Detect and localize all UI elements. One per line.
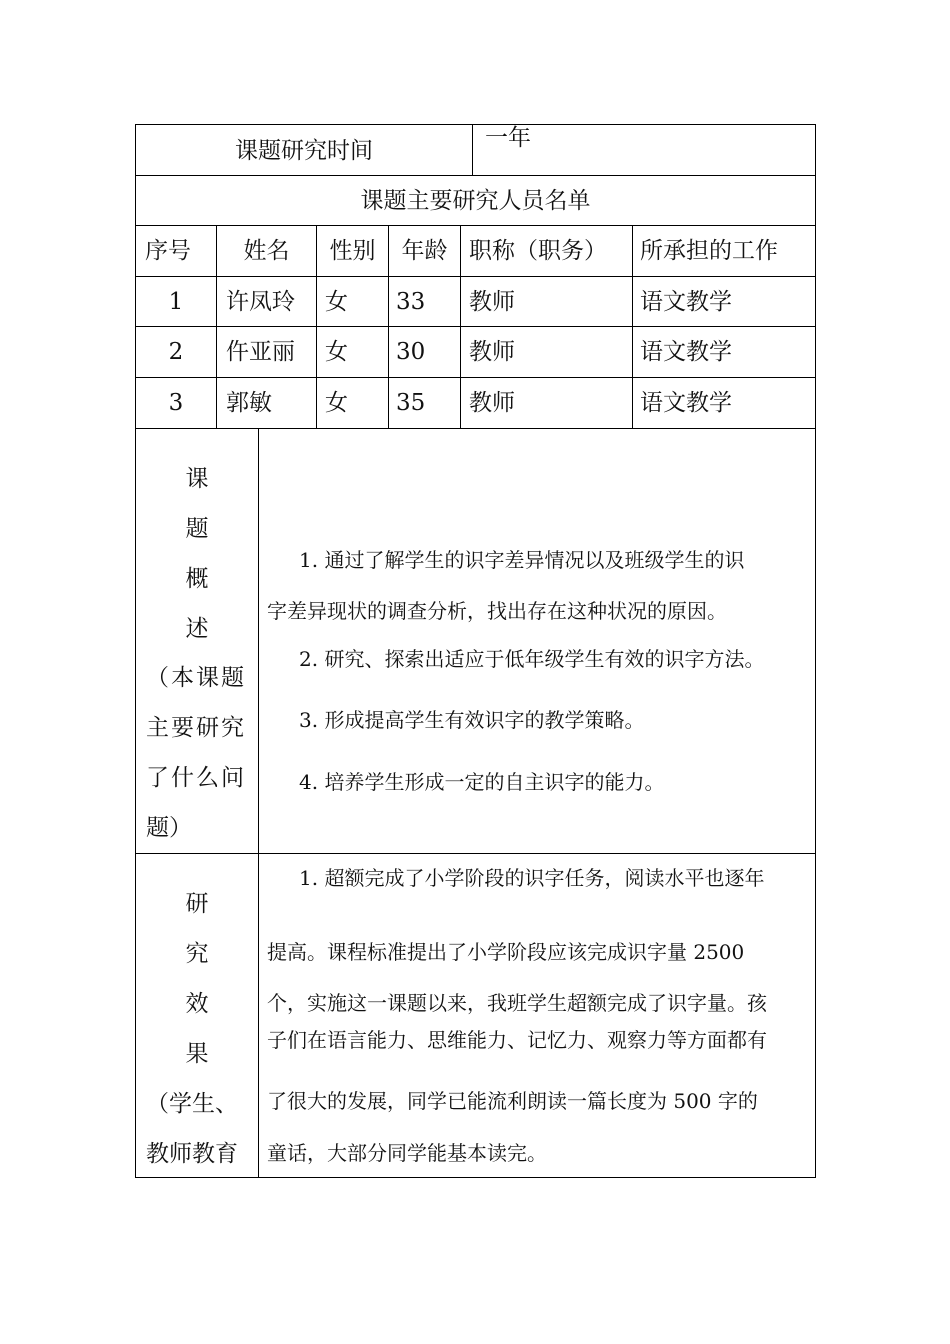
table-cell: 1 (168, 289, 184, 315)
table-rule (472, 124, 473, 175)
table-cell: 女 (325, 390, 348, 416)
table-rule (632, 225, 633, 428)
overview-label-line: 题） (146, 815, 192, 841)
effect-label-line: 研 (185, 891, 209, 917)
overview-item: 字差异现状的调查分析，找出存在这种状况的原因。 (267, 599, 727, 623)
overview-item: 1. 通过了解学生的识字差异情况以及班级学生的识 (299, 548, 745, 572)
effect-line: 子们在语言能力、思维能力、记忆力、观察力等方面都有 (267, 1028, 767, 1052)
table-rule (135, 276, 816, 277)
table-rule (460, 225, 461, 428)
effect-line: 个，实施这一课题以来，我班学生超额完成了识字量。孩 (267, 991, 767, 1015)
table-cell: 语文教学 (640, 390, 732, 416)
table-cell: 35 (396, 390, 426, 416)
effect-label-line: 效 (185, 991, 209, 1017)
overview-label-line: 题 (185, 516, 209, 542)
column-header-gender: 性别 (329, 238, 376, 264)
effect-line: 童话，大部分同学能基本读完。 (267, 1141, 547, 1165)
table-cell: 2 (168, 339, 184, 365)
table-cell: 教师 (469, 339, 515, 365)
table-cell: 33 (396, 289, 426, 315)
effect-line: 提高。课程标准提出了小学阶段应该完成识字量 2500 (267, 940, 745, 964)
table-cell: 女 (325, 289, 348, 315)
table-rule (135, 853, 816, 854)
table-cell: 3 (168, 390, 184, 416)
table-cell: 语文教学 (640, 339, 732, 365)
column-header-number: 序号 (145, 238, 191, 264)
table-cell: 30 (396, 339, 426, 365)
table-border-left (135, 124, 136, 1178)
table-rule (135, 377, 816, 378)
effect-label-line: 教师教育 (146, 1141, 238, 1167)
overview-label-line: （本课题 (146, 665, 246, 691)
overview-label-line: 述 (185, 616, 209, 642)
column-header-work: 所承担的工作 (640, 238, 778, 264)
effect-label-line: （学生、 (146, 1091, 238, 1117)
column-header-title: 职称（职务） (469, 238, 607, 264)
table-rule (135, 225, 816, 226)
overview-item: 4. 培养学生形成一定的自主识字的能力。 (299, 770, 665, 794)
effect-line: 1. 超额完成了小学阶段的识字任务，阅读水平也逐年 (299, 866, 765, 890)
table-rule (258, 428, 259, 1178)
table-cell: 许凤玲 (226, 289, 295, 315)
overview-item: 3. 形成提高学生有效识字的教学策略。 (299, 708, 645, 732)
table-border-bottom (135, 1177, 816, 1178)
overview-label-line: 概 (185, 566, 209, 592)
table-cell: 郭敏 (226, 390, 272, 416)
overview-item: 2. 研究、探索出适应于低年级学生有效的识字方法。 (299, 647, 765, 671)
column-header-age: 年龄 (401, 238, 448, 264)
table-cell: 教师 (469, 390, 515, 416)
members-title: 课题主要研究人员名单 (360, 188, 591, 214)
table-cell: 教师 (469, 289, 515, 315)
effect-label-line: 究 (185, 941, 209, 967)
table-cell: 仵亚丽 (226, 339, 295, 365)
table-rule (135, 175, 816, 176)
overview-label-line: 了什么问 (146, 765, 246, 791)
effect-line: 了很大的发展，同学已能流利朗读一篇长度为 500 字的 (267, 1089, 758, 1113)
overview-label-line: 主要研究 (146, 715, 246, 741)
table-rule (135, 326, 816, 327)
effect-label-line: 果 (185, 1041, 209, 1067)
column-header-name: 姓名 (243, 238, 290, 264)
table-border-top (135, 124, 816, 125)
table-cell: 女 (325, 339, 348, 365)
table-rule (135, 428, 816, 429)
overview-label-line: 课 (185, 466, 209, 492)
table-border-right (815, 124, 816, 1178)
table-cell: 语文教学 (640, 289, 732, 315)
duration-value: 一年 (485, 125, 531, 151)
duration-label: 课题研究时间 (235, 138, 373, 164)
